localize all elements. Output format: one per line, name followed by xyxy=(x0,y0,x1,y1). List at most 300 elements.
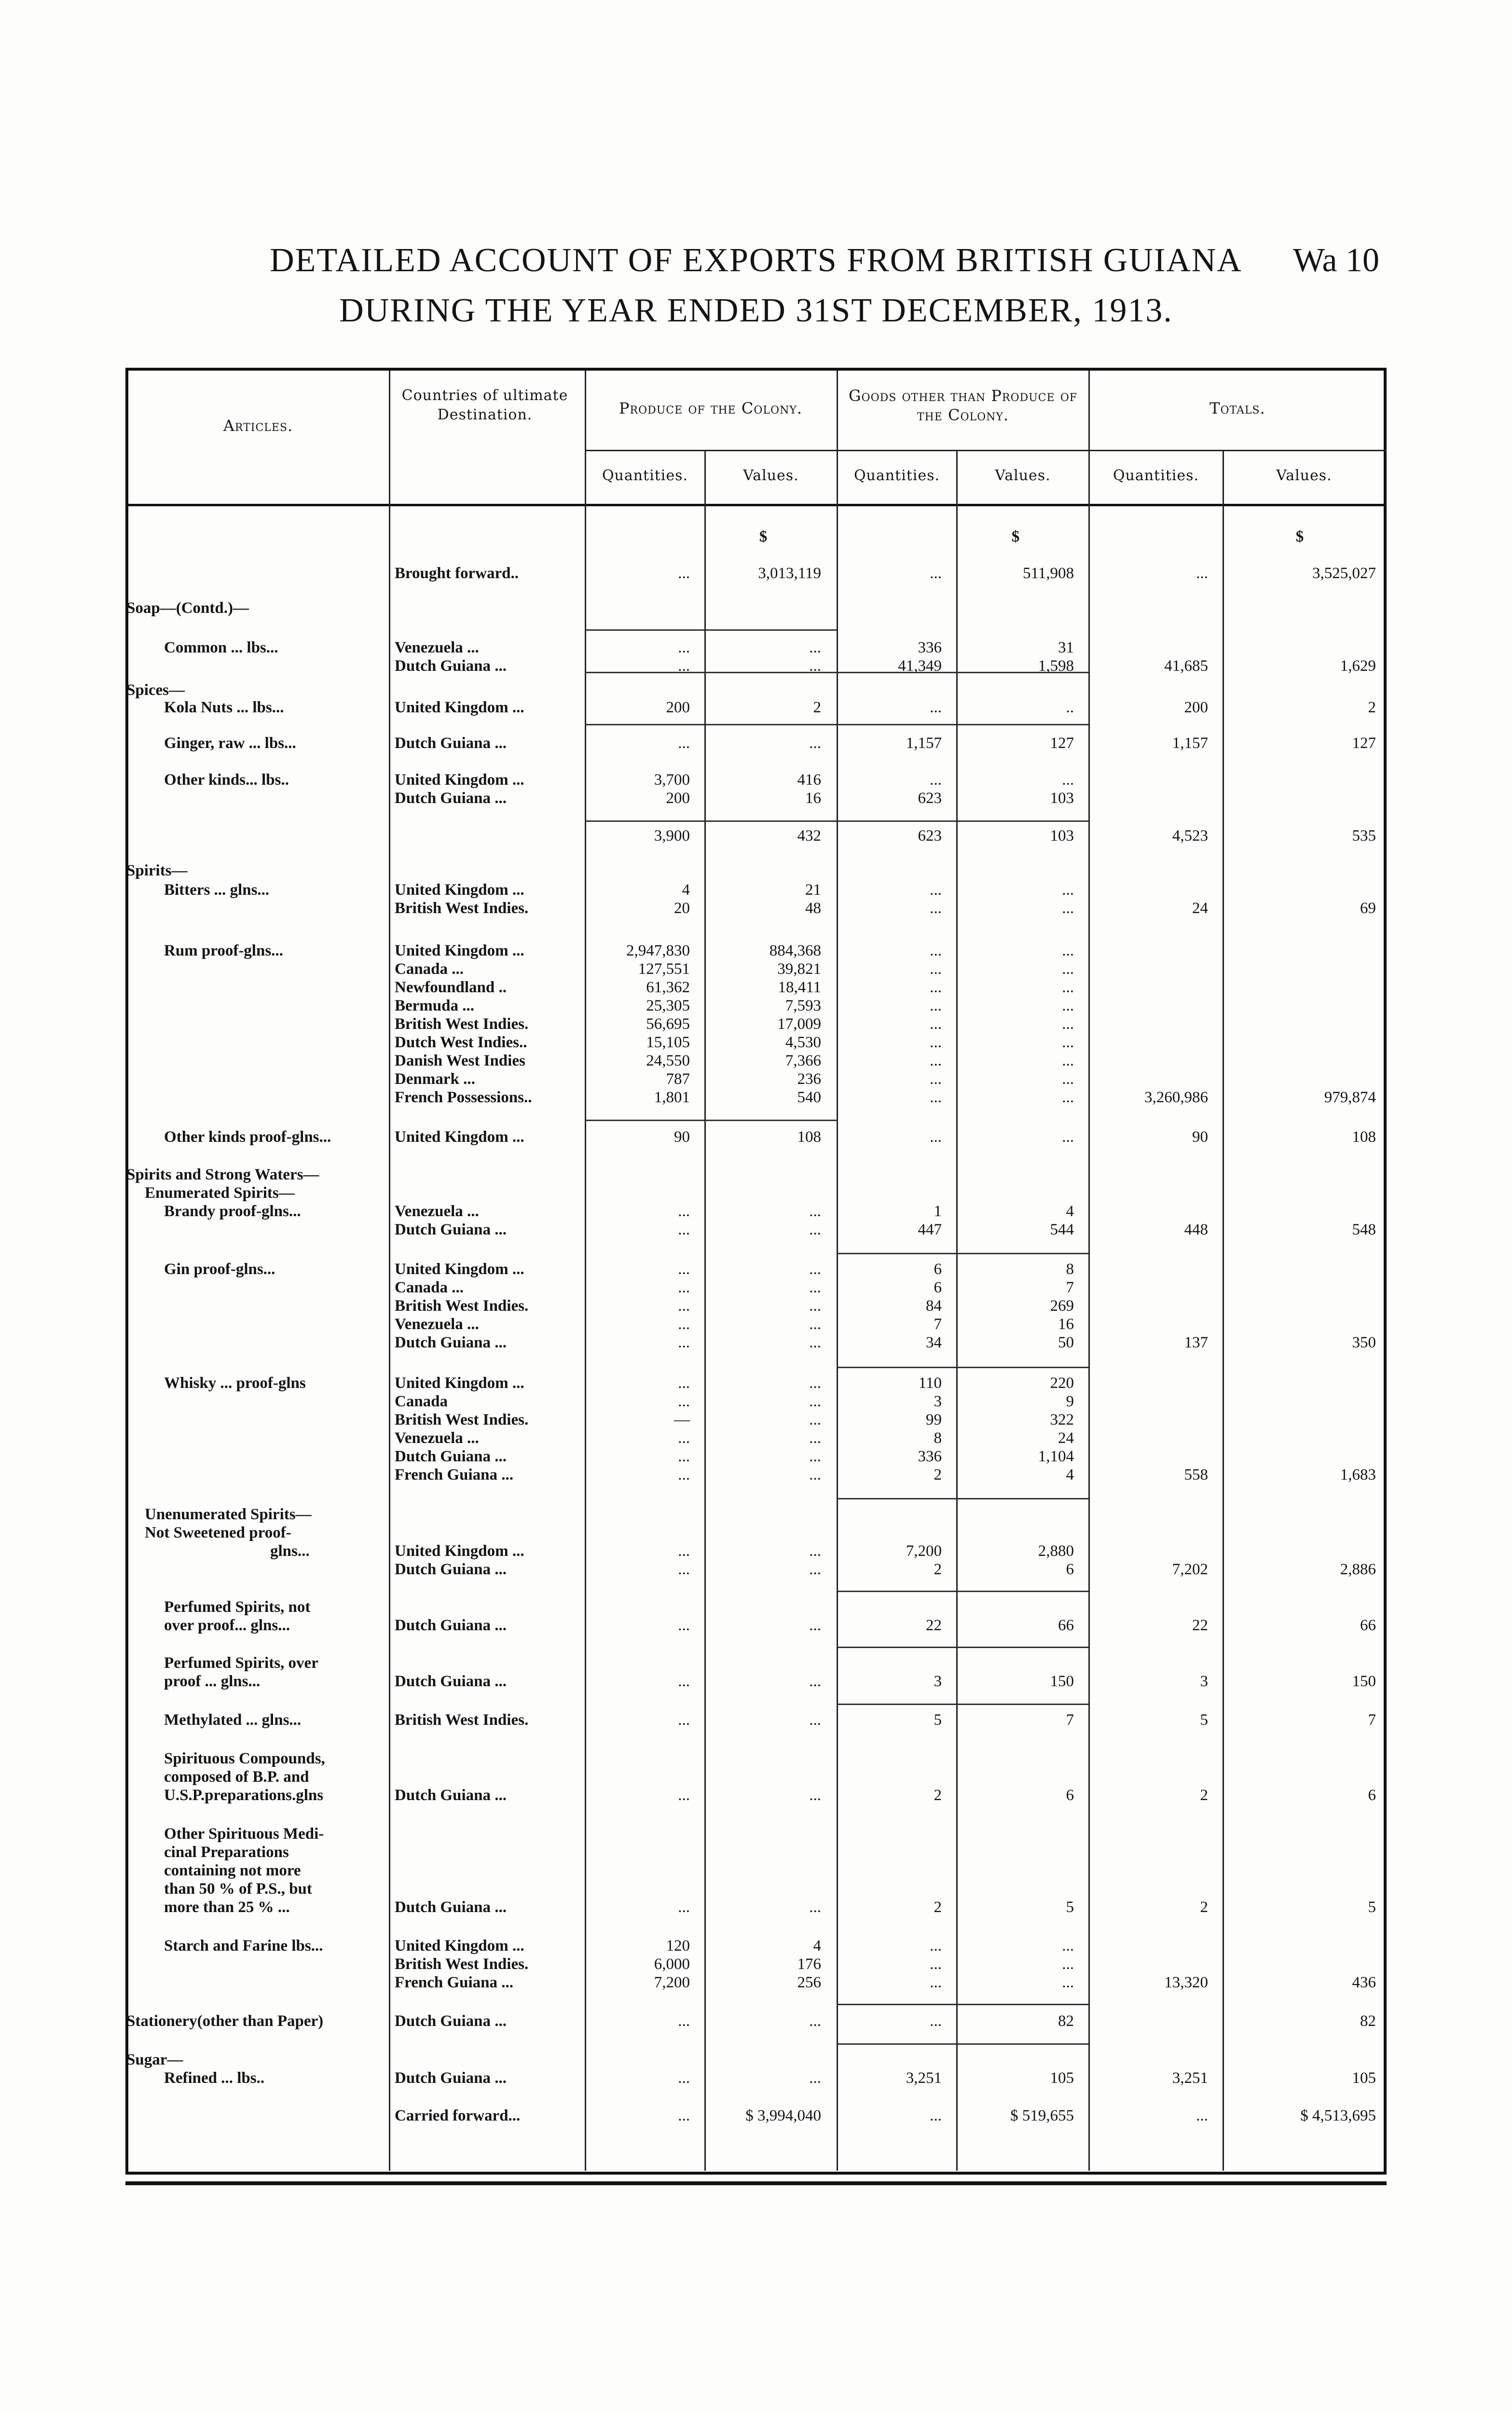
cell-total-qty: 137 xyxy=(1184,1334,1208,1351)
cell-total-val: 105 xyxy=(1352,2069,1376,2087)
cell-country: United Kingdom ... xyxy=(395,1542,524,1560)
cell-goods-val: ... xyxy=(1062,997,1074,1014)
cell-article: Perfumed Spirits, over xyxy=(164,1654,318,1672)
cell-produce-qty: ... xyxy=(678,1711,690,1729)
cell-total-qty: 2 xyxy=(1200,1787,1208,1804)
cell-produce-val: 884,368 xyxy=(769,942,821,959)
cell-goods-qty: ... xyxy=(930,979,942,996)
cell-goods-val: ... xyxy=(1062,900,1074,917)
cell-produce-qty: ... xyxy=(678,639,690,656)
cell-produce-qty: ... xyxy=(678,1466,690,1484)
group-rule xyxy=(957,820,1088,822)
cell-goods-val: 66 xyxy=(1058,1617,1074,1634)
cell-country: Dutch Guiana ... xyxy=(395,1617,507,1634)
cell-total-val: $ 4,513,695 xyxy=(1300,2107,1376,2124)
group-rule xyxy=(957,1498,1088,1499)
cell-produce-val: ... xyxy=(809,1297,821,1315)
cell-country: Venezuela ... xyxy=(395,1316,479,1333)
cell-produce-qty: ... xyxy=(678,1203,690,1220)
cell-article: Unenumerated Spirits— xyxy=(145,1506,312,1523)
cell-goods-qty: 41,349 xyxy=(898,657,942,675)
cell-total-qty: 4,523 xyxy=(1172,827,1208,845)
group-rule xyxy=(957,1367,1088,1368)
cell-produce-val: 4,530 xyxy=(785,1034,821,1051)
cell-goods-qty: 8 xyxy=(934,1429,942,1447)
cell-goods-qty: 336 xyxy=(918,639,942,656)
group-rule xyxy=(957,1647,1088,1648)
header-articles: Articles. xyxy=(223,416,293,435)
cell-goods-val: 9 xyxy=(1066,1393,1074,1410)
cell-total-val: $ xyxy=(1295,528,1304,545)
group-rule xyxy=(838,1704,956,1705)
cell-produce-qty: 4 xyxy=(682,881,690,899)
cell-produce-val: $ xyxy=(759,528,768,545)
cell-produce-qty: 20 xyxy=(674,900,690,917)
cell-total-val: 69 xyxy=(1360,900,1376,917)
cell-goods-val: 103 xyxy=(1050,827,1074,845)
cell-total-val: 150 xyxy=(1352,1673,1376,1690)
cell-article: Stationery(other than Paper) xyxy=(126,2012,324,2030)
cell-produce-val: ... xyxy=(809,1617,821,1634)
cell-goods-qty: 623 xyxy=(918,790,942,807)
cell-produce-qty: ... xyxy=(678,657,690,675)
cell-goods-val: ... xyxy=(1062,1937,1074,1955)
cell-produce-val: 39,821 xyxy=(777,960,821,978)
group-rule xyxy=(957,1253,1088,1254)
cell-goods-val: 50 xyxy=(1058,1334,1074,1351)
cell-total-val: 979,874 xyxy=(1324,1089,1376,1106)
group-rule xyxy=(957,672,1088,673)
cell-produce-val: $ 3,994,040 xyxy=(745,2107,821,2124)
cell-produce-qty: 120 xyxy=(666,1937,690,1955)
cell-goods-val: 4 xyxy=(1066,1466,1074,1484)
cell-goods-qty: ... xyxy=(930,1052,942,1069)
cell-goods-val: ... xyxy=(1062,1955,1074,1973)
cell-goods-qty: ... xyxy=(930,881,942,899)
group-rule xyxy=(838,1367,956,1368)
cell-country: French Guiana ... xyxy=(395,1974,514,1991)
cell-goods-val: ... xyxy=(1062,881,1074,899)
cell-produce-qty: 3,700 xyxy=(654,771,690,789)
cell-article: Refined ... lbs.. xyxy=(164,2069,265,2087)
cell-country: Newfoundland .. xyxy=(395,979,507,996)
cell-country: United Kingdom ... xyxy=(395,1374,524,1392)
cell-produce-val: ... xyxy=(809,1279,821,1296)
group-rule xyxy=(586,1120,704,1121)
cell-goods-qty: 84 xyxy=(926,1297,942,1315)
group-rule xyxy=(957,724,1088,725)
cell-goods-qty: ... xyxy=(930,997,942,1014)
cell-article: Whisky ... proof-glns xyxy=(164,1374,306,1392)
cell-produce-qty: ... xyxy=(678,1316,690,1333)
cell-article: Spices— xyxy=(126,681,185,699)
cell-goods-val: 1,598 xyxy=(1038,657,1074,675)
cell-country: British West Indies. xyxy=(395,1411,529,1428)
cell-total-val: 350 xyxy=(1352,1334,1376,1351)
cell-total-val: 535 xyxy=(1352,827,1376,845)
group-rule xyxy=(586,629,704,631)
header-totals-values: Values. xyxy=(1276,467,1332,484)
cell-produce-val: ... xyxy=(809,1334,821,1351)
cell-produce-val: ... xyxy=(809,2012,821,2030)
cell-goods-qty: 3 xyxy=(934,1393,942,1410)
page-reference: Wa 10 xyxy=(1293,242,1380,279)
cell-article: more than 25 % ... xyxy=(164,1899,290,1916)
cell-goods-qty: 1,157 xyxy=(906,735,942,752)
group-rule xyxy=(838,1591,956,1592)
cell-total-qty: ... xyxy=(1196,565,1208,582)
cell-goods-val: 2,880 xyxy=(1038,1542,1074,1560)
group-rule xyxy=(957,2004,1088,2005)
cell-produce-val: ... xyxy=(809,1673,821,1690)
cell-article: than 50 % of P.S., but xyxy=(164,1880,312,1898)
group-rule xyxy=(838,672,956,673)
cell-produce-val: ... xyxy=(809,1448,821,1465)
cell-goods-val: 7 xyxy=(1066,1279,1074,1296)
cell-goods-qty: ... xyxy=(930,2012,942,2030)
cell-goods-val: 269 xyxy=(1050,1297,1074,1315)
cell-country: United Kingdom ... xyxy=(395,1937,524,1955)
cell-goods-val: ... xyxy=(1062,979,1074,996)
cell-goods-qty: ... xyxy=(930,1974,942,1991)
cell-goods-qty: 5 xyxy=(934,1711,942,1729)
header-produce: Produce of the Colony. xyxy=(619,399,803,417)
cell-goods-val: 1,104 xyxy=(1038,1448,1074,1465)
cell-country: Canada ... xyxy=(395,960,464,978)
cell-produce-qty: 127,551 xyxy=(638,960,690,978)
cell-country: British West Indies. xyxy=(395,1297,529,1315)
cell-produce-qty: ... xyxy=(678,1542,690,1560)
cell-total-val: 127 xyxy=(1352,735,1376,752)
cell-produce-val: ... xyxy=(809,1393,821,1410)
group-rule xyxy=(957,2043,1088,2045)
cell-article: Perfumed Spirits, not xyxy=(164,1598,311,1616)
cell-goods-val: 105 xyxy=(1050,2069,1074,2087)
cell-country: Canada xyxy=(395,1393,448,1410)
cell-produce-val: ... xyxy=(809,1221,821,1238)
cell-country: British West Indies. xyxy=(395,1955,529,1973)
cell-produce-qty: 3,900 xyxy=(654,827,690,845)
cell-goods-val: $ xyxy=(1011,528,1020,545)
header-countries: Countries of ultimate Destination. xyxy=(401,387,568,423)
cell-total-val: 1,629 xyxy=(1340,657,1376,675)
group-rule xyxy=(838,820,956,822)
cell-country: Bermuda ... xyxy=(395,997,474,1014)
cell-total-qty: 1,157 xyxy=(1172,735,1208,752)
cell-article: Other kinds proof-glns... xyxy=(164,1128,331,1146)
cell-article: containing not more xyxy=(164,1862,301,1879)
cell-produce-val: ... xyxy=(809,1261,821,1278)
cell-goods-val: 150 xyxy=(1050,1673,1074,1690)
cell-goods-qty: 336 xyxy=(918,1448,942,1465)
cell-article: proof ... glns... xyxy=(164,1673,261,1690)
cell-article: Other kinds... lbs.. xyxy=(164,771,289,789)
cell-produce-qty: ... xyxy=(678,2107,690,2124)
cell-article: Spirits and Strong Waters— xyxy=(126,1166,319,1183)
cell-produce-qty: 2,947,830 xyxy=(626,942,690,959)
group-rule xyxy=(705,1120,837,1121)
cell-produce-qty: ... xyxy=(678,2012,690,2030)
cell-total-qty: 3,260,986 xyxy=(1144,1089,1208,1106)
cell-article: over proof... glns... xyxy=(164,1617,290,1634)
cell-total-qty: 5 xyxy=(1200,1711,1208,1729)
cell-country: United Kingdom ... xyxy=(395,881,524,899)
cell-produce-qty: ... xyxy=(678,735,690,752)
cell-goods-qty: 2 xyxy=(934,1466,942,1484)
cell-country: Carried forward... xyxy=(395,2107,521,2124)
cell-produce-qty: 24,550 xyxy=(646,1052,690,1069)
header-totals: Totals. xyxy=(1210,399,1265,417)
group-rule xyxy=(586,820,704,822)
cell-total-val: 5 xyxy=(1368,1899,1376,1916)
cell-goods-val: 4 xyxy=(1066,1203,1074,1220)
cell-article: Spirituous Compounds, xyxy=(164,1750,325,1767)
cell-total-qty: 7,202 xyxy=(1172,1561,1208,1578)
cell-country: Venezuela ... xyxy=(395,1203,479,1220)
cell-produce-qty: ... xyxy=(678,1221,690,1238)
cell-produce-qty: ... xyxy=(678,1561,690,1578)
header-produce-values: Values. xyxy=(743,467,799,484)
cell-country: Dutch Guiana ... xyxy=(395,1448,507,1465)
cell-goods-qty: 34 xyxy=(926,1334,942,1351)
cell-produce-qty: ... xyxy=(678,1279,690,1296)
cell-goods-val: $ 519,655 xyxy=(1010,2107,1074,2124)
cell-article: Rum proof-glns... xyxy=(164,942,283,959)
cell-produce-qty: ... xyxy=(678,565,690,582)
cell-article: Soap—(Contd.)— xyxy=(126,599,249,617)
cell-goods-val: 103 xyxy=(1050,790,1074,807)
cell-country: Dutch Guiana ... xyxy=(395,1787,507,1804)
cell-goods-qty: 1 xyxy=(934,1203,942,1220)
cell-country: Denmark ... xyxy=(395,1070,475,1088)
cell-goods-qty: ... xyxy=(930,2107,942,2124)
cell-article: Enumerated Spirits— xyxy=(145,1184,295,1202)
cell-goods-qty: 3,251 xyxy=(906,2069,942,2087)
cell-total-val: 548 xyxy=(1352,1221,1376,1238)
group-rule xyxy=(705,724,837,725)
cell-produce-val: ... xyxy=(809,1429,821,1447)
cell-produce-qty: 61,362 xyxy=(646,979,690,996)
cell-goods-val: 544 xyxy=(1050,1221,1074,1238)
header-goods-quantities: Quantities. xyxy=(853,467,940,484)
group-rule xyxy=(705,820,837,822)
cell-goods-val: .. xyxy=(1066,699,1074,716)
cell-produce-qty: ... xyxy=(678,1448,690,1465)
cell-produce-qty: 15,105 xyxy=(646,1034,690,1051)
cell-goods-val: 24 xyxy=(1058,1429,1074,1447)
cell-produce-val: 21 xyxy=(805,881,821,899)
cell-article: composed of B.P. and xyxy=(164,1768,309,1786)
cell-produce-val: 2 xyxy=(813,699,821,716)
cell-produce-qty: — xyxy=(674,1411,690,1428)
cell-goods-val: ... xyxy=(1062,1070,1074,1088)
cell-total-val: 66 xyxy=(1360,1617,1376,1634)
cell-goods-qty: ... xyxy=(930,1015,942,1033)
cell-goods-qty: 22 xyxy=(926,1617,942,1634)
cell-article: Common ... lbs... xyxy=(164,639,278,656)
cell-goods-val: 322 xyxy=(1050,1411,1074,1428)
cell-country: Dutch Guiana ... xyxy=(395,735,507,752)
header-produce-quantities: Quantities. xyxy=(602,467,688,484)
cell-article: glns... xyxy=(270,1542,310,1560)
cell-produce-val: ... xyxy=(809,735,821,752)
cell-produce-val: 7,366 xyxy=(785,1052,821,1069)
cell-produce-val: 108 xyxy=(797,1128,821,1146)
cell-total-val: 3,525,027 xyxy=(1312,565,1376,582)
cell-goods-val: ... xyxy=(1062,942,1074,959)
cell-produce-qty: 25,305 xyxy=(646,997,690,1014)
cell-produce-val: ... xyxy=(809,2069,821,2087)
cell-produce-val: 236 xyxy=(797,1070,821,1088)
cell-country: Dutch Guiana ... xyxy=(395,1334,507,1351)
cell-article: Gin proof-glns... xyxy=(164,1261,275,1278)
group-rule xyxy=(705,672,837,673)
cell-goods-qty: 7,200 xyxy=(906,1542,942,1560)
cell-goods-val: ... xyxy=(1062,1089,1074,1106)
cell-produce-val: ... xyxy=(809,657,821,675)
cell-country: United Kingdom ... xyxy=(395,699,524,716)
cell-goods-qty: 6 xyxy=(934,1261,942,1278)
cell-produce-qty: ... xyxy=(678,2069,690,2087)
cell-country: United Kingdom ... xyxy=(395,771,524,789)
cell-produce-qty: 787 xyxy=(666,1070,690,1088)
cell-goods-val: ... xyxy=(1062,960,1074,978)
cell-total-val: 6 xyxy=(1368,1787,1376,1804)
cell-produce-val: 48 xyxy=(805,900,821,917)
cell-produce-val: ... xyxy=(809,1561,821,1578)
cell-article: Other Spirituous Medi- xyxy=(164,1825,324,1843)
cell-country: Dutch Guiana ... xyxy=(395,657,507,675)
cell-total-qty: 448 xyxy=(1184,1221,1208,1238)
cell-goods-val: 6 xyxy=(1066,1787,1074,1804)
cell-goods-val: 127 xyxy=(1050,735,1074,752)
cell-country: United Kingdom ... xyxy=(395,942,524,959)
cell-country: Venezuela ... xyxy=(395,639,479,656)
cell-goods-val: 16 xyxy=(1058,1316,1074,1333)
cell-produce-val: 4 xyxy=(813,1937,821,1955)
cell-produce-val: 540 xyxy=(797,1089,821,1106)
cell-goods-val: 8 xyxy=(1066,1261,1074,1278)
cell-produce-qty: ... xyxy=(678,1261,690,1278)
cell-country: Canada ... xyxy=(395,1279,464,1296)
page-title-line1: DETAILED ACCOUNT OF EXPORTS FROM BRITISH GUIANA xyxy=(270,242,1242,279)
cell-goods-qty: 99 xyxy=(926,1411,942,1428)
cell-produce-qty: ... xyxy=(678,1374,690,1392)
cell-country: Dutch Guiana ... xyxy=(395,1561,507,1578)
cell-goods-qty: ... xyxy=(930,900,942,917)
group-rule xyxy=(838,1498,956,1499)
group-rule xyxy=(838,724,956,725)
cell-produce-val: 416 xyxy=(797,771,821,789)
cell-produce-qty: 56,695 xyxy=(646,1015,690,1033)
cell-goods-qty: ... xyxy=(930,942,942,959)
cell-goods-val: 6 xyxy=(1066,1561,1074,1578)
cell-produce-val: ... xyxy=(809,1466,821,1484)
cell-country: Brought forward.. xyxy=(395,565,519,582)
cell-produce-qty: 7,200 xyxy=(654,1974,690,1991)
cell-country: British West Indies. xyxy=(395,900,529,917)
cell-goods-val: 82 xyxy=(1058,2012,1074,2030)
cell-goods-qty: ... xyxy=(930,1034,942,1051)
cell-article: Methylated ... glns... xyxy=(164,1711,302,1729)
cell-country: Dutch Guiana ... xyxy=(395,1899,507,1916)
cell-produce-qty: ... xyxy=(678,1334,690,1351)
cell-country: Danish West Indies xyxy=(395,1052,525,1069)
cell-produce-val: 432 xyxy=(797,827,821,845)
cell-goods-qty: 3 xyxy=(934,1673,942,1690)
cell-goods-qty: 2 xyxy=(934,1899,942,1916)
group-rule xyxy=(705,629,837,631)
cell-produce-val: 256 xyxy=(797,1974,821,1991)
group-rule xyxy=(838,1253,956,1254)
cell-article: Spirits— xyxy=(126,862,188,879)
cell-total-qty: 558 xyxy=(1184,1466,1208,1484)
cell-goods-qty: 447 xyxy=(918,1221,942,1238)
cell-article: Not Sweetened proof- xyxy=(145,1524,291,1541)
cell-produce-qty: ... xyxy=(678,1617,690,1634)
cell-produce-val: 3,013,119 xyxy=(758,565,821,582)
cell-produce-val: ... xyxy=(809,1899,821,1916)
cell-produce-val: 18,411 xyxy=(778,979,821,996)
cell-produce-val: ... xyxy=(809,1203,821,1220)
cell-produce-val: ... xyxy=(809,1316,821,1333)
cell-total-val: 108 xyxy=(1352,1128,1376,1146)
cell-total-qty: ... xyxy=(1196,2107,1208,2124)
cell-goods-val: ... xyxy=(1062,1034,1074,1051)
cell-country: Dutch Guiana ... xyxy=(395,1673,507,1690)
cell-goods-qty: 7 xyxy=(934,1316,942,1333)
cell-goods-val: 7 xyxy=(1066,1711,1074,1729)
cell-produce-val: 16 xyxy=(805,790,821,807)
cell-produce-qty: 90 xyxy=(674,1128,690,1146)
cell-produce-qty: ... xyxy=(678,1899,690,1916)
cell-produce-qty: ... xyxy=(678,1297,690,1315)
group-rule xyxy=(586,724,704,725)
cell-produce-val: ... xyxy=(809,1787,821,1804)
group-rule xyxy=(838,2004,956,2005)
cell-goods-val: 511,908 xyxy=(1022,565,1074,582)
cell-goods-qty: 2 xyxy=(934,1787,942,1804)
cell-goods-qty: ... xyxy=(930,960,942,978)
header-goods-values: Values. xyxy=(995,467,1051,484)
cell-total-qty: 200 xyxy=(1184,699,1208,716)
cell-country: Dutch West Indies.. xyxy=(395,1034,527,1051)
cell-country: French Guiana ... xyxy=(395,1466,514,1484)
cell-goods-val: 31 xyxy=(1058,639,1074,656)
cell-produce-val: ... xyxy=(809,1711,821,1729)
cell-total-qty: 41,685 xyxy=(1164,657,1208,675)
cell-article: Bitters ... glns... xyxy=(164,881,270,899)
cell-country: British West Indies. xyxy=(395,1015,529,1033)
cell-country: French Possessions.. xyxy=(395,1089,532,1106)
cell-goods-qty: ... xyxy=(930,1128,942,1146)
header-totals-quantities: Quantities. xyxy=(1113,467,1199,484)
cell-total-val: 1,683 xyxy=(1340,1466,1376,1484)
cell-goods-qty: ... xyxy=(930,1070,942,1088)
cell-article: cinal Preparations xyxy=(164,1844,289,1861)
cell-produce-qty: 1,801 xyxy=(654,1089,690,1106)
cell-goods-val: 5 xyxy=(1066,1899,1074,1916)
cell-total-qty: 24 xyxy=(1192,900,1208,917)
cell-goods-qty: ... xyxy=(930,565,942,582)
cell-country: British West Indies. xyxy=(395,1711,529,1729)
cell-article: Brandy proof-glns... xyxy=(164,1203,301,1220)
cell-country: Dutch Guiana ... xyxy=(395,790,507,807)
cell-produce-qty: 200 xyxy=(666,790,690,807)
cell-country: Dutch Guiana ... xyxy=(395,1221,507,1238)
cell-total-val: 2,886 xyxy=(1340,1561,1376,1578)
cell-goods-qty: 110 xyxy=(918,1374,942,1392)
